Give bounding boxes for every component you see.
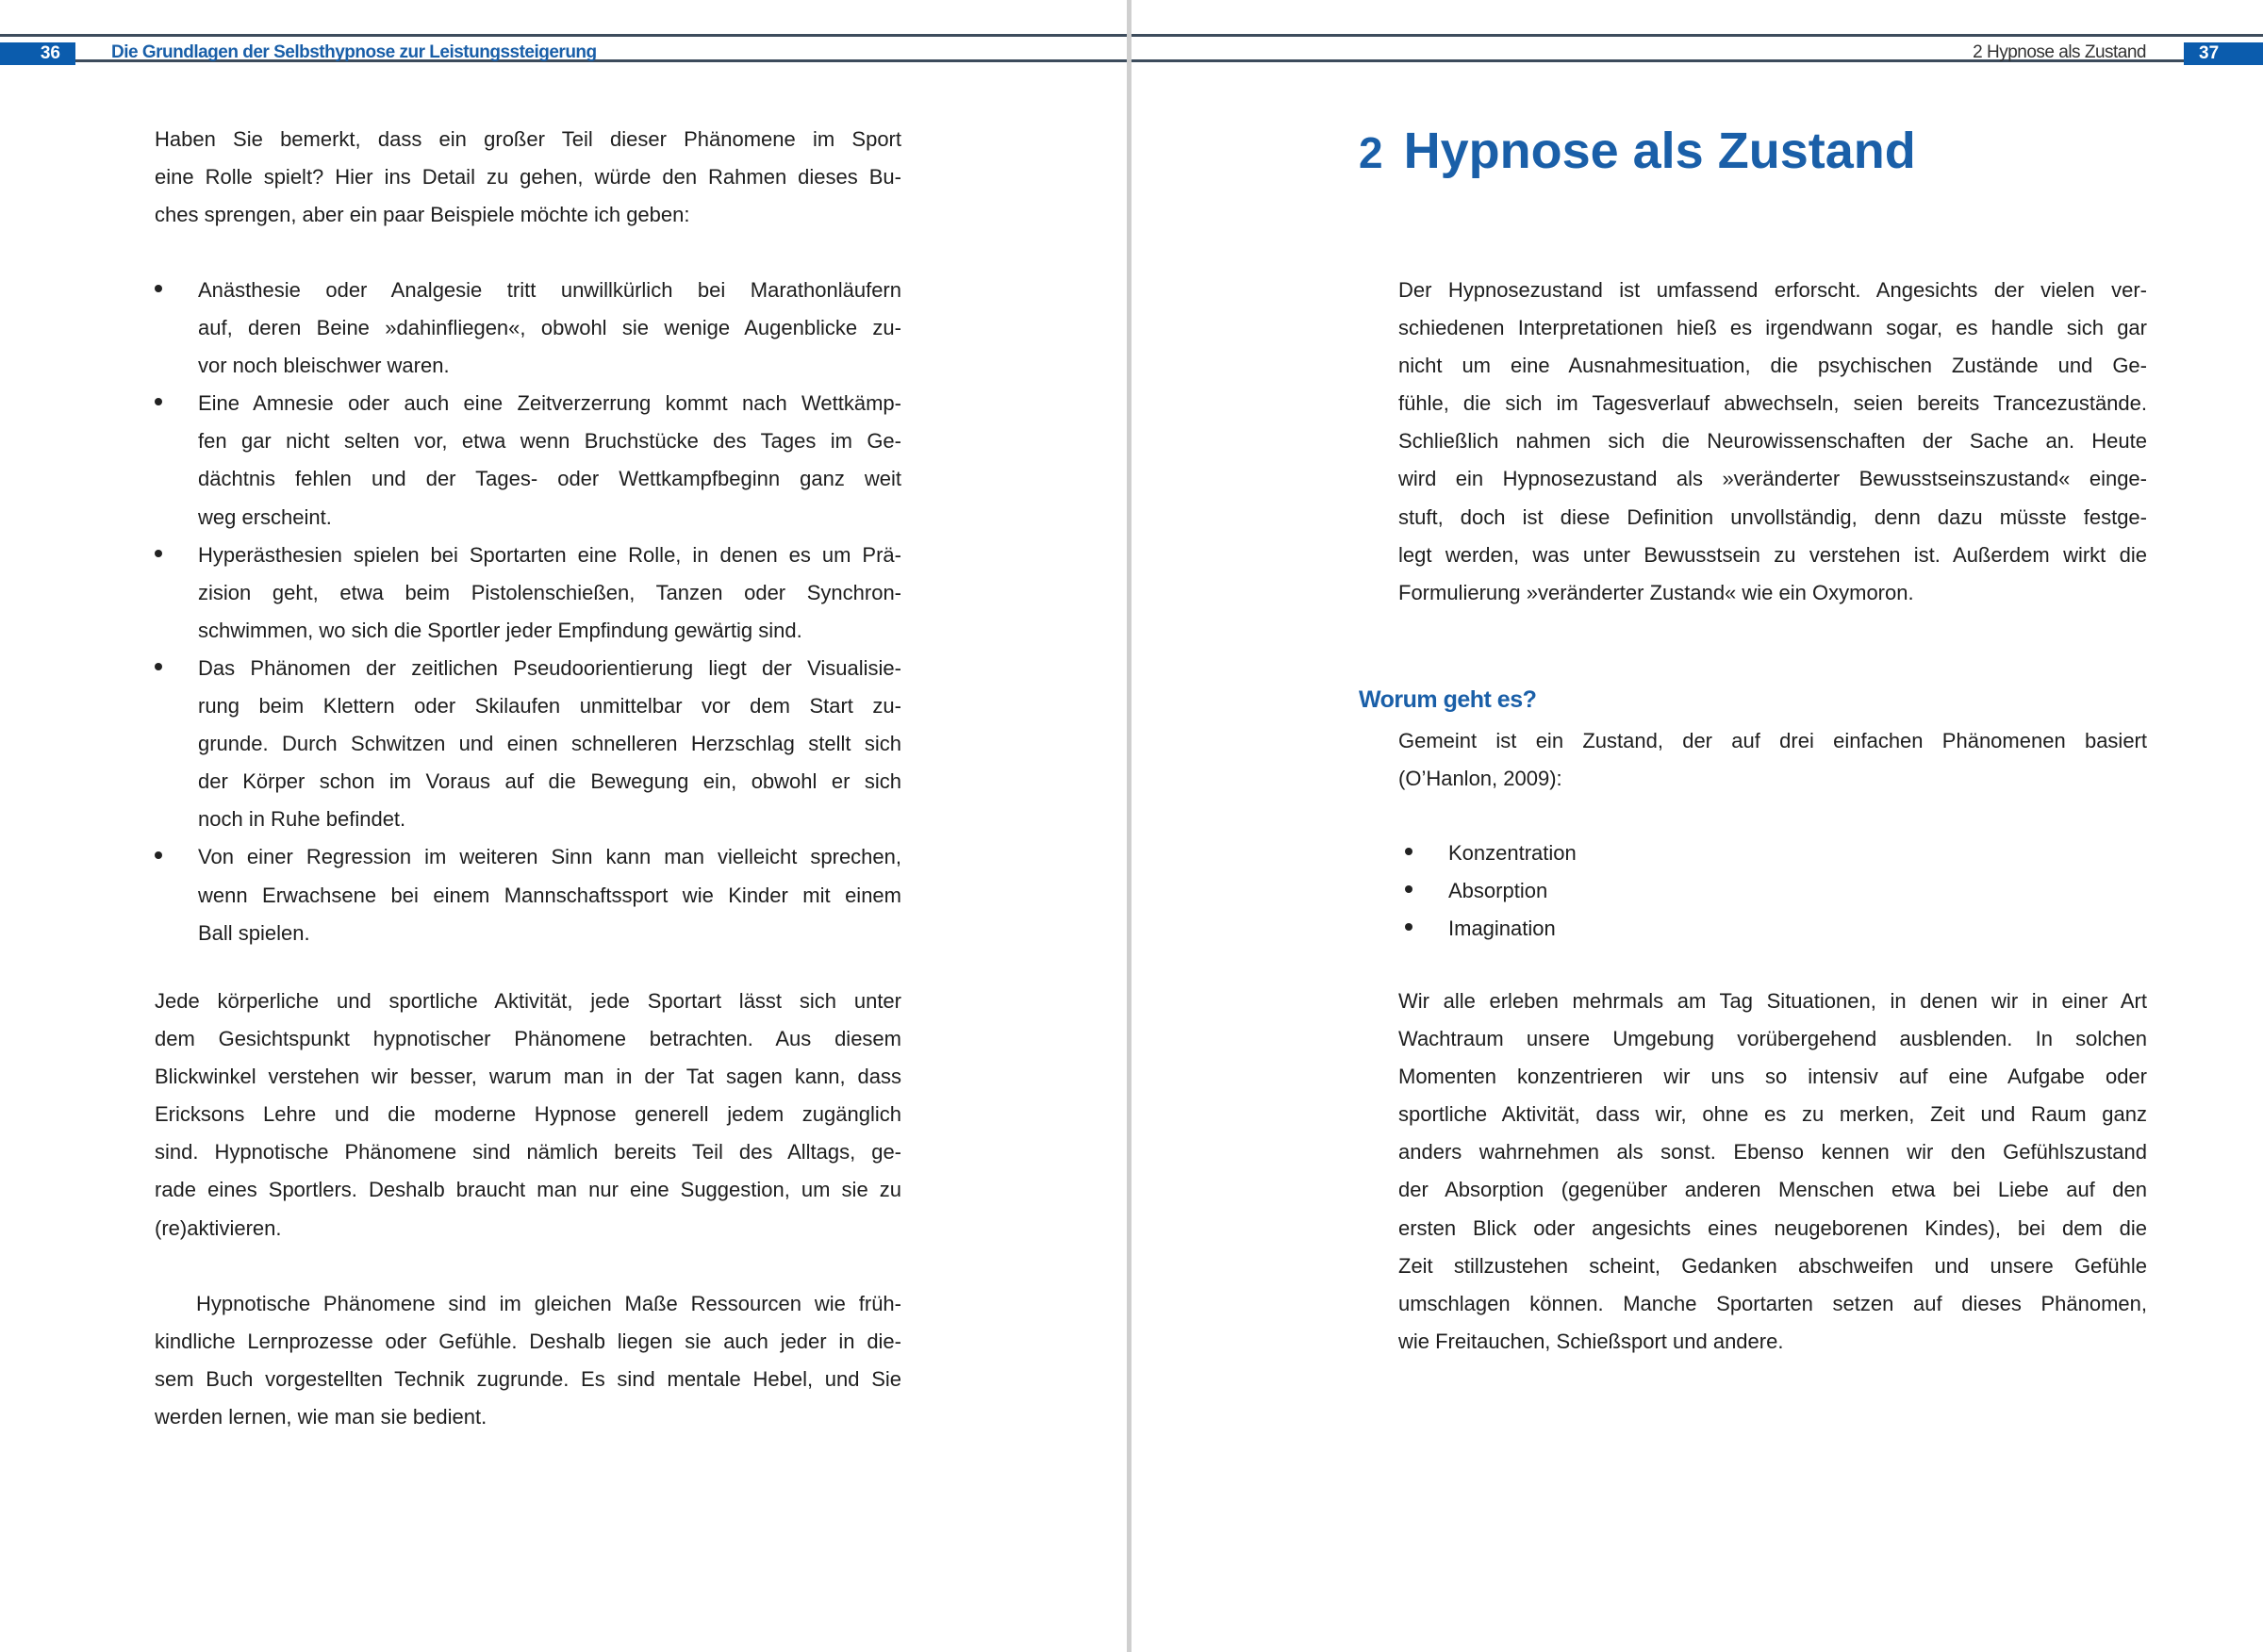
- text-line: sind. Hypnotische Phänomene sind nämlich bereits Teil des Alltags, ge-: [155, 1140, 901, 1165]
- right-intro-paragraph: [1398, 272, 2147, 612]
- running-head-left: Die Grundlagen der Selbsthypnose zur Leistungssteigerung: [111, 42, 597, 62]
- text-line: nicht um eine Ausnahmesituation, die psychischen Zustände und Ge-: [1398, 354, 2147, 378]
- text-line: fühle, die sich im Tagesverlauf abwechseln, seien bereits Trancezustände.: [1398, 391, 2147, 416]
- text-line: Wachtraum unsere Umgebung vorübergehend ausblenden. In solchen: [1398, 1027, 2147, 1051]
- text-line: weg erscheint.: [198, 504, 332, 529]
- list-item: [155, 272, 901, 385]
- text-line: umschlagen können. Manche Sportarten setzen auf dieses Phänomen,: [1398, 1291, 2147, 1315]
- text-line: grunde. Durch Schwitzen und einen schnelleren Herzschlag stellt sich: [198, 732, 901, 756]
- bullet-icon: [1405, 923, 1412, 931]
- text-line: Wir alle erleben mehrmals am Tag Situationen, in denen wir in einer Art: [1398, 989, 2147, 1013]
- text-line: wenn Erwachsene bei einem Mannschaftssport wie Kinder mit einem: [198, 883, 901, 907]
- text-line: Der Hypnosezustand ist umfassend erforscht. Angesichts der vielen ver-: [1398, 278, 2147, 302]
- text-line: Eine Amnesie oder auch eine Zeitverzerrung kommt nach Wettkämp-: [198, 391, 901, 416]
- text-line: wird ein Hypnosezustand als »veränderter Bewusstseinszustand« einge-: [1398, 467, 2147, 491]
- text-line: ersten Blick oder angesichts eines neugeborenen Kindes), bei dem die: [1398, 1215, 2147, 1240]
- bullet-icon: [155, 851, 162, 859]
- text-line: Konzentration: [1448, 841, 1577, 865]
- text-line: Blickwinkel verstehen wir besser, warum man in der Tat sagen kann, dass: [155, 1065, 901, 1089]
- list-item: [1405, 834, 1971, 872]
- text-line: Ericksons Lehre und die moderne Hypnose generell jedem zugänglich: [155, 1102, 901, 1127]
- bullet-icon: [155, 663, 162, 670]
- text-line: Gemeint ist ein Zustand, der auf drei einfachen Phänomenen basiert: [1398, 729, 2147, 752]
- text-line: (O’Hanlon, 2009):: [1398, 767, 1562, 791]
- bullet-icon: [155, 398, 162, 405]
- text-line: schiedenen Interpretationen hieß es irgendwann sogar, es handle sich gar: [1398, 316, 2147, 340]
- bullet-icon: [1405, 885, 1412, 893]
- text-line: auf, deren Beine »dahinfliegen«, obwohl sie wenige Augenblicke zu-: [198, 316, 901, 340]
- text-line: der Absorption (gegenüber anderen Menschen etwa bei Liebe auf den: [1398, 1178, 2147, 1202]
- chapter-title-text: Hypnose als Zustand: [1403, 123, 1916, 179]
- text-line: kindliche Lernprozesse oder Gefühle. Deshalb liegen sie auch jeder in die-: [155, 1330, 901, 1354]
- text-line: Anästhesie oder Analgesie tritt unwillkürlich bei Marathonläufern: [198, 278, 901, 302]
- left-bullet-list: [155, 272, 901, 952]
- chapter-title: [1359, 121, 1916, 183]
- right-bullet-list: [1405, 834, 1971, 948]
- text-line: werden lernen, wie man sie bedient.: [155, 1405, 487, 1429]
- text-line: dem Gesichtspunkt hypnotischer Phänomene betrachten. Aus diesem: [155, 1027, 901, 1051]
- text-line: Momenten konzentrieren wir uns so intensiv auf eine Aufgabe oder: [1398, 1065, 2147, 1089]
- text-line: sportliche Aktivität, dass wir, ohne es zu merken, Zeit und Raum ganz: [1398, 1102, 2147, 1127]
- text-line: ches sprengen, aber ein paar Beispiele möchte ich geben:: [155, 203, 690, 227]
- bullet-icon: [1405, 848, 1412, 855]
- text-line: Jede körperliche und sportliche Aktivität, jede Sportart lässt sich unter: [155, 989, 901, 1013]
- text-line: rung beim Klettern oder Skilaufen unmittelbar vor dem Start zu-: [198, 694, 901, 719]
- running-head-right: 2 Hypnose als Zustand: [1973, 42, 2146, 62]
- text-line: Von einer Regression im weiteren Sinn kann man vielleicht sprechen,: [198, 845, 901, 869]
- section-heading: Worum geht es?: [1359, 686, 1537, 713]
- list-item: [155, 838, 901, 951]
- chapter-number: 2: [1359, 128, 1383, 177]
- text-line: Ball spielen.: [198, 920, 310, 945]
- left-paragraph-3: [155, 1285, 901, 1436]
- text-line: Schließlich nahmen sich die Neurowissenschaften der Sache an. Heute: [1398, 429, 2147, 454]
- page-number-right: 37: [2184, 42, 2263, 65]
- text-line: stuft, doch ist diese Definition unvollständig, denn dazu müsste festge-: [1398, 504, 2147, 529]
- text-line: noch in Ruhe befindet.: [198, 807, 406, 832]
- text-line: dächtnis fehlen und der Tages- oder Wettkampfbeginn ganz weit: [198, 467, 901, 491]
- bullet-icon: [155, 285, 162, 292]
- text-line: fen gar nicht selten vor, etwa wenn Bruchstücke des Tages im Ge-: [198, 429, 901, 454]
- text-line: sem Buch vorgestellten Technik zugrunde. Es sind mentale Hebel, und Sie: [155, 1367, 901, 1392]
- list-item: [1405, 872, 1971, 910]
- right-sub-intro: [1398, 722, 2147, 798]
- left-intro-paragraph: [155, 121, 901, 234]
- list-item: [1405, 910, 1971, 948]
- list-item: [155, 650, 901, 838]
- text-line: anders wahrnehmen als sonst. Ebenso kennen wir den Gefühlszustand: [1398, 1140, 2147, 1165]
- text-line: eine Rolle spielt? Hier ins Detail zu gehen, würde den Rahmen dieses Bu-: [155, 165, 901, 190]
- page-number-left: 36: [0, 42, 75, 65]
- text-line: Haben Sie bemerkt, dass ein großer Teil dieser Phänomene im Sport: [155, 127, 901, 151]
- right-paragraph-2: [1398, 983, 2147, 1361]
- left-paragraph-2: [155, 983, 901, 1247]
- text-line: zision geht, etwa beim Pistolenschießen, Tanzen oder Synchron-: [198, 580, 901, 604]
- list-item: [155, 537, 901, 650]
- text-line: vor noch bleischwer waren.: [198, 354, 450, 378]
- text-line: Formulierung »veränderter Zustand« wie ein Oxymoron.: [1398, 580, 1914, 604]
- text-line: der Körper schon im Voraus auf die Bewegung ein, obwohl er sich: [198, 769, 901, 794]
- bullet-icon: [155, 550, 162, 557]
- text-line: Hyperästhesien spielen bei Sportarten eine Rolle, in denen es um Prä-: [198, 542, 901, 567]
- header-rule-top: [0, 34, 2263, 37]
- text-line: Hypnotische Phänomene sind im gleichen Maße Ressourcen wie früh-: [196, 1292, 901, 1315]
- list-item: [155, 385, 901, 536]
- text-line: (re)aktivieren.: [155, 1215, 282, 1240]
- text-line: Das Phänomen der zeitlichen Pseudoorientierung liegt der Visualisie-: [198, 655, 901, 680]
- text-line: wie Freitauchen, Schießsport und andere.: [1398, 1329, 1784, 1353]
- text-line: Imagination: [1448, 917, 1556, 941]
- text-line: legt werden, was unter Bewusstsein zu verstehen ist. Außerdem wirkt die: [1398, 542, 2147, 567]
- page-gutter: [1127, 0, 1132, 1652]
- text-line: rade eines Sportlers. Deshalb braucht man nur eine Suggestion, um sie zu: [155, 1178, 901, 1202]
- text-line: Zeit stillzustehen scheint, Gedanken abschweifen und unsere Gefühle: [1398, 1253, 2147, 1278]
- text-line: schwimmen, wo sich die Sportler jeder Empfindung gewärtig sind.: [198, 618, 802, 642]
- text-line: Absorption: [1448, 879, 1548, 903]
